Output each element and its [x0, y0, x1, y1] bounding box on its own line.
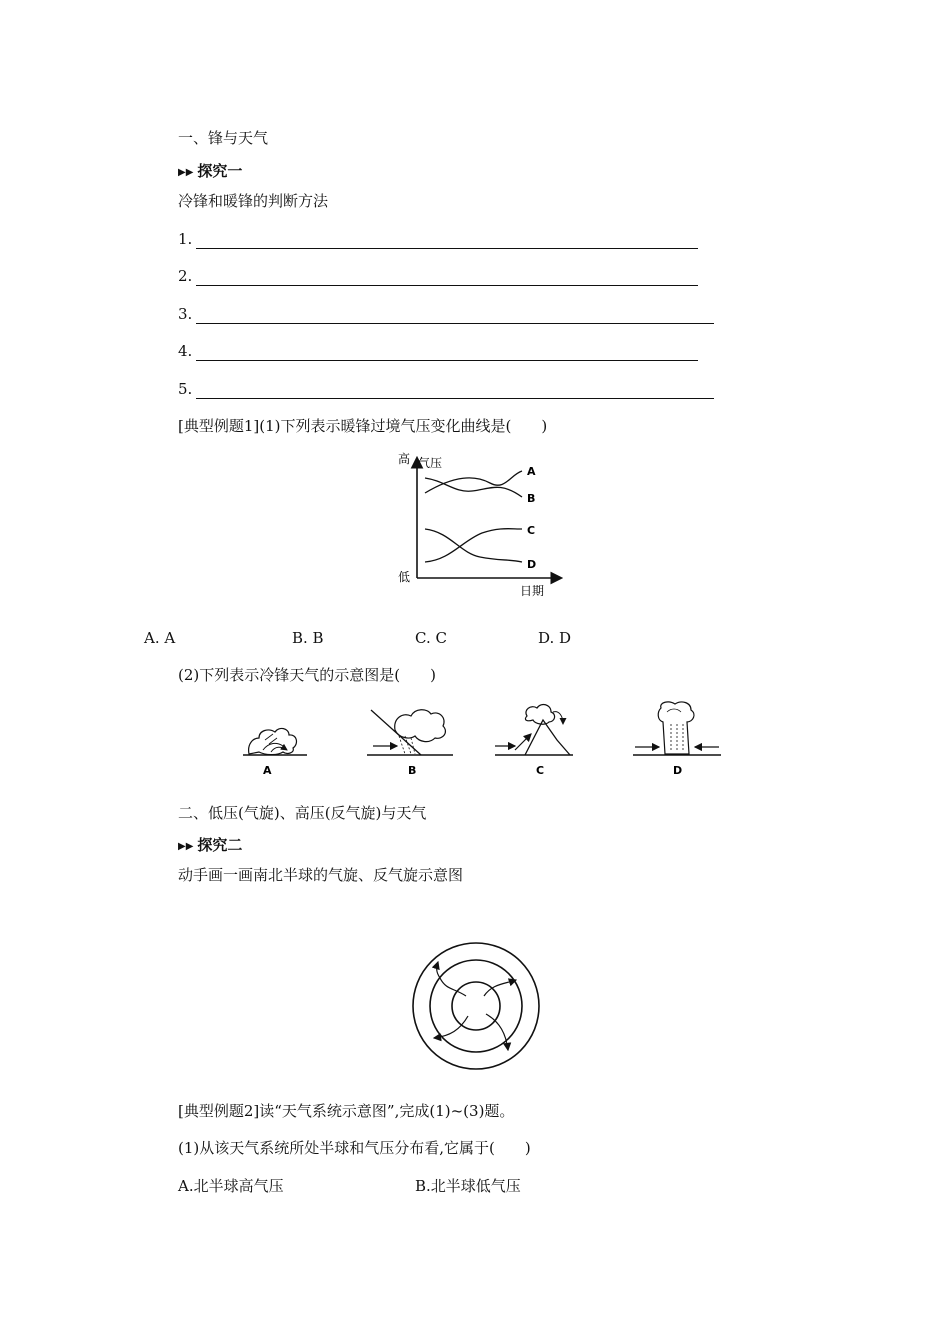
wind-arrow-ne	[484, 980, 516, 996]
figure-label-b: B	[408, 764, 417, 777]
blank-line-2[interactable]	[178, 266, 698, 286]
curve-label-c: C	[527, 524, 536, 537]
section2-intro: 动手画一画南北半球的气旋、反气旋示意图	[178, 866, 464, 884]
explore-two-label: 探究二	[197, 836, 243, 854]
option-d[interactable]: D. D	[538, 629, 572, 647]
explore-one-label: 探究一	[197, 162, 243, 180]
curve-label-d: D	[527, 558, 537, 571]
curve-label-b: B	[527, 492, 536, 505]
blank-line-4[interactable]	[178, 341, 698, 361]
y-high-label: 高	[398, 452, 411, 466]
option-c[interactable]: C. C	[415, 629, 447, 647]
section2-title: 二、低压(气旋)、高压(反气旋)与天气	[178, 804, 427, 822]
example1-question1: [典型例题1](1)下列表示暖锋过境气压变化曲线是( )	[178, 417, 548, 435]
answer-underline[interactable]	[196, 234, 698, 249]
wind-arrow-se	[486, 1014, 508, 1050]
figure-label-a: A	[263, 764, 272, 777]
figure-b	[367, 710, 453, 777]
example2-option-b[interactable]: B.北半球低气压	[415, 1177, 521, 1195]
pressure-curve-chart	[390, 445, 580, 600]
curve-label-a: A	[527, 465, 536, 478]
y-low-label: 低	[398, 570, 411, 584]
figure-a	[243, 728, 307, 777]
answer-underline[interactable]	[196, 346, 698, 361]
figure-d	[633, 702, 721, 777]
option-b[interactable]: B. B	[292, 629, 324, 647]
blank-line-5[interactable]	[178, 379, 714, 399]
blank-number: 2.	[178, 267, 193, 285]
option-a[interactable]: A. A	[144, 629, 176, 647]
blank-number: 4.	[178, 342, 193, 360]
double-arrow-icon: ▶▶	[178, 841, 194, 852]
example1-question2: (2)下列表示冷锋天气的示意图是( )	[178, 666, 436, 684]
front-weather-figures	[225, 700, 730, 782]
blank-line-1[interactable]	[178, 229, 698, 249]
outer-isobar	[413, 943, 539, 1069]
explore-two-heading	[178, 834, 242, 855]
curve-c	[425, 529, 522, 562]
blank-number: 1.	[178, 230, 193, 248]
blank-number: 5.	[178, 380, 193, 398]
example2-intro: [典型例题2]读“天气系统示意图”,完成(1)~(3)题。	[178, 1102, 515, 1120]
blank-line-3[interactable]	[178, 304, 714, 324]
figure-label-c: C	[536, 764, 545, 777]
section1-intro: 冷锋和暖锋的判断方法	[178, 192, 329, 210]
middle-isobar	[430, 960, 522, 1052]
inner-isobar	[452, 982, 500, 1030]
double-arrow-icon: ▶▶	[178, 167, 194, 178]
answer-underline[interactable]	[196, 384, 714, 399]
example2-question1: (1)从该天气系统所处半球和气压分布看,它属于( )	[178, 1139, 531, 1157]
y-axis-label: 气压	[418, 456, 443, 470]
weather-system-diagram	[408, 938, 544, 1074]
answer-underline[interactable]	[196, 309, 714, 324]
x-axis-label: 日期	[520, 584, 545, 598]
example2-option-a[interactable]: A.北半球高气压	[178, 1177, 284, 1195]
answer-underline[interactable]	[196, 271, 698, 286]
figure-c	[495, 705, 573, 777]
section1-title: 一、锋与天气	[178, 129, 269, 147]
blank-number: 3.	[178, 305, 193, 323]
figure-label-d: D	[673, 764, 683, 777]
explore-one-heading	[178, 160, 242, 181]
